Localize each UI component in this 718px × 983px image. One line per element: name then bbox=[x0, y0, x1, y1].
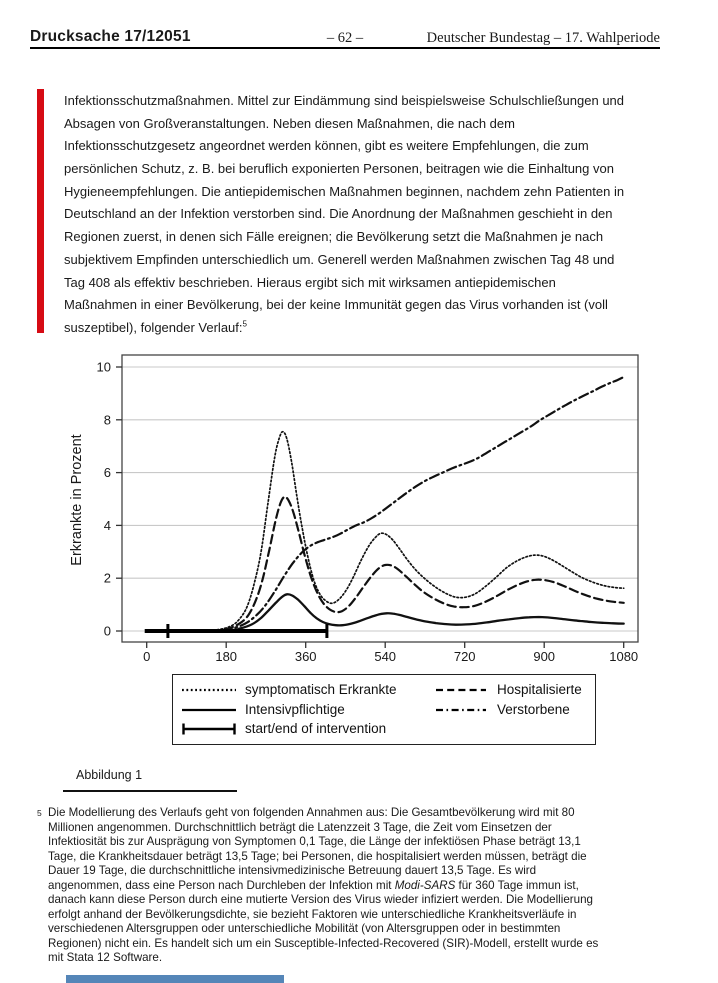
dotted-line-sample bbox=[181, 683, 237, 697]
change-marker-bar bbox=[37, 89, 44, 333]
footnote-line: Tage, die Krankheitsdauer beträgt 13,5 Tage; bei Personen, die hospitalisiert werden müssen, beträgt die bbox=[48, 849, 587, 863]
intervention-line-sample bbox=[181, 722, 237, 736]
footnote-line: mit Stata 12 Software. bbox=[48, 951, 163, 964]
x-tick-label: 900 bbox=[533, 649, 556, 664]
header-rule bbox=[30, 47, 660, 49]
series-dotted bbox=[147, 432, 624, 631]
solid-line-sample bbox=[181, 703, 237, 717]
x-tick-label: 0 bbox=[143, 649, 151, 664]
y-tick-label: 0 bbox=[103, 623, 111, 639]
footnote-line: Infektiosität bis zur Ausprägung von Symptomen 0,1 Tage, die Länge der infektiösen Phase beträgt 13,1 bbox=[48, 835, 581, 848]
legend-label: start/end of intervention bbox=[245, 721, 387, 736]
legend-label: symptomatisch Erkrankte bbox=[245, 682, 397, 697]
paragraph-line: Hygieneempfehlungen. Die antiepidemischen Maßnahmen beginnen, nachdem zehn Patienten in bbox=[64, 183, 625, 199]
legend-row bbox=[173, 702, 595, 719]
footnote-marker: 5 bbox=[37, 808, 42, 818]
y-axis-title: Erkrankte in Prozent bbox=[69, 434, 85, 566]
footnote-line: erfolgt anhand der Bevölkerungsdichte, sie bezieht Faktoren wie unterschiedliche Krankheitsverläufe in bbox=[48, 907, 577, 921]
legend-label: Hospitalisierte bbox=[497, 682, 582, 697]
paragraph-line: Infektionsschutzgesetz angeordnet werden können, gibt es weitere Empfehlungen, die zum bbox=[64, 138, 589, 154]
y-tick-label: 8 bbox=[103, 412, 111, 428]
header-title: Deutscher Bundestag – 17. Wahlperiode bbox=[426, 30, 660, 46]
legend-row bbox=[173, 682, 595, 699]
bottom-blue-artifact bbox=[66, 975, 284, 983]
figure-caption: Abbildung 1 bbox=[76, 768, 143, 782]
x-tick-label: 360 bbox=[294, 649, 317, 664]
body-paragraph bbox=[64, 90, 674, 340]
dashdot-line-sample bbox=[435, 703, 487, 717]
series-solid bbox=[147, 594, 624, 631]
epidemic-curves-chart bbox=[58, 348, 678, 683]
legend-row bbox=[173, 721, 595, 738]
footnote-line: danach kann diese Person durch eine mutierte Version des Virus wieder infiziert werden. Die Modellierung bbox=[48, 893, 593, 906]
legend-label: Verstorbene bbox=[497, 701, 570, 717]
paragraph-line: Regionen zuerst, in denen sich Fälle ereignen; die Bevölkerung setzt die Maßnahmen je nach bbox=[64, 229, 604, 245]
paragraph-line: Infektionsschutzmaßnahmen. Mittel zur Eindämmung sind beispielsweise Schulschließungen und bbox=[64, 93, 625, 108]
paragraph-line: subjektivem Empfinden unterschiedlich um. Generell werden Maßnahmen zwischen Tag 48 und bbox=[64, 251, 615, 267]
x-tick-label: 1080 bbox=[609, 649, 639, 664]
y-tick-label: 2 bbox=[103, 570, 111, 586]
y-tick-label: 4 bbox=[103, 517, 111, 533]
legend-sample bbox=[435, 683, 487, 702]
paragraph-line: persönlichen Schutz, z. B. bei beruflich exponierten Personen, beitragen wie die Einhaltung von bbox=[64, 161, 614, 177]
page-number: – 62 – bbox=[326, 30, 364, 46]
footnote-rule bbox=[63, 790, 237, 792]
paragraph-line: suszeptibel), folgender Verlauf:$^5$ bbox=[64, 319, 247, 335]
footnote-line: Die Modellierung des Verlaufs geht von folgenden Annahmen aus: Die Gesamtbevölkerung wird mit 80 bbox=[48, 806, 575, 819]
footnote-line: Regionen) nicht ein. Es handelt sich um ein Susceptible-Infected-Recovered (SIR)-Modell, erstellt wurde es bbox=[48, 936, 599, 950]
footnote-line: Millionen angenommen. Durchschnittlich beträgt die Latenzzeit 3 Tage, die Zeit vom Einsetzen der bbox=[48, 820, 552, 834]
document-number: Drucksache 17/12051 bbox=[30, 28, 191, 45]
legend-sample bbox=[181, 683, 237, 702]
plot-border bbox=[122, 355, 638, 642]
paragraph-line: Deutschland an der Infektion verstorben sind. Die Anordnung der Maßnahmen geschieht in den bbox=[64, 206, 613, 222]
legend-sample bbox=[181, 722, 237, 741]
x-tick-label: 720 bbox=[453, 649, 476, 664]
x-tick-label: 180 bbox=[215, 649, 238, 664]
paragraph-line: Absagen von Großveranstaltungen. Neben diesen Maßnahmen, die nach dem bbox=[64, 115, 515, 131]
legend-sample bbox=[181, 703, 237, 722]
legend-sample bbox=[435, 703, 487, 722]
series-dashdot bbox=[147, 377, 624, 631]
footnote-text bbox=[48, 806, 696, 966]
series-dashed bbox=[147, 497, 624, 631]
y-tick-label: 6 bbox=[103, 465, 111, 481]
footnote-line: Dauer 19 Tage, die durchschnittliche intensivmedizinische Betreuung dauert 13,5 Tage. Es wird bbox=[48, 864, 537, 877]
legend-label: Intensivpflichtige bbox=[245, 701, 345, 717]
y-tick-label: 10 bbox=[96, 359, 111, 375]
chart-legend bbox=[172, 674, 596, 745]
dashed-line-sample bbox=[435, 683, 487, 697]
paragraph-line: Tag 408 als effektiv beschrieben. Hieraus ergibt sich mit wirksamen antiepidemischen bbox=[64, 274, 556, 290]
footnote-line: angenommen, dass eine Person nach Durchleben der Infektion mit Modi-SARS für 360 Tage immun ist, bbox=[48, 878, 579, 892]
footnote-line: verschiedenen Altersgruppen oder unterschiedliche Mobilität (von Altersgruppen oder in bestimmten bbox=[48, 922, 561, 935]
x-tick-label: 540 bbox=[374, 649, 397, 664]
paragraph-line: Maßnahmen in einer Bevölkerung, bei der keine Immunität gegen das Virus vorhanden ist (voll bbox=[64, 297, 608, 313]
